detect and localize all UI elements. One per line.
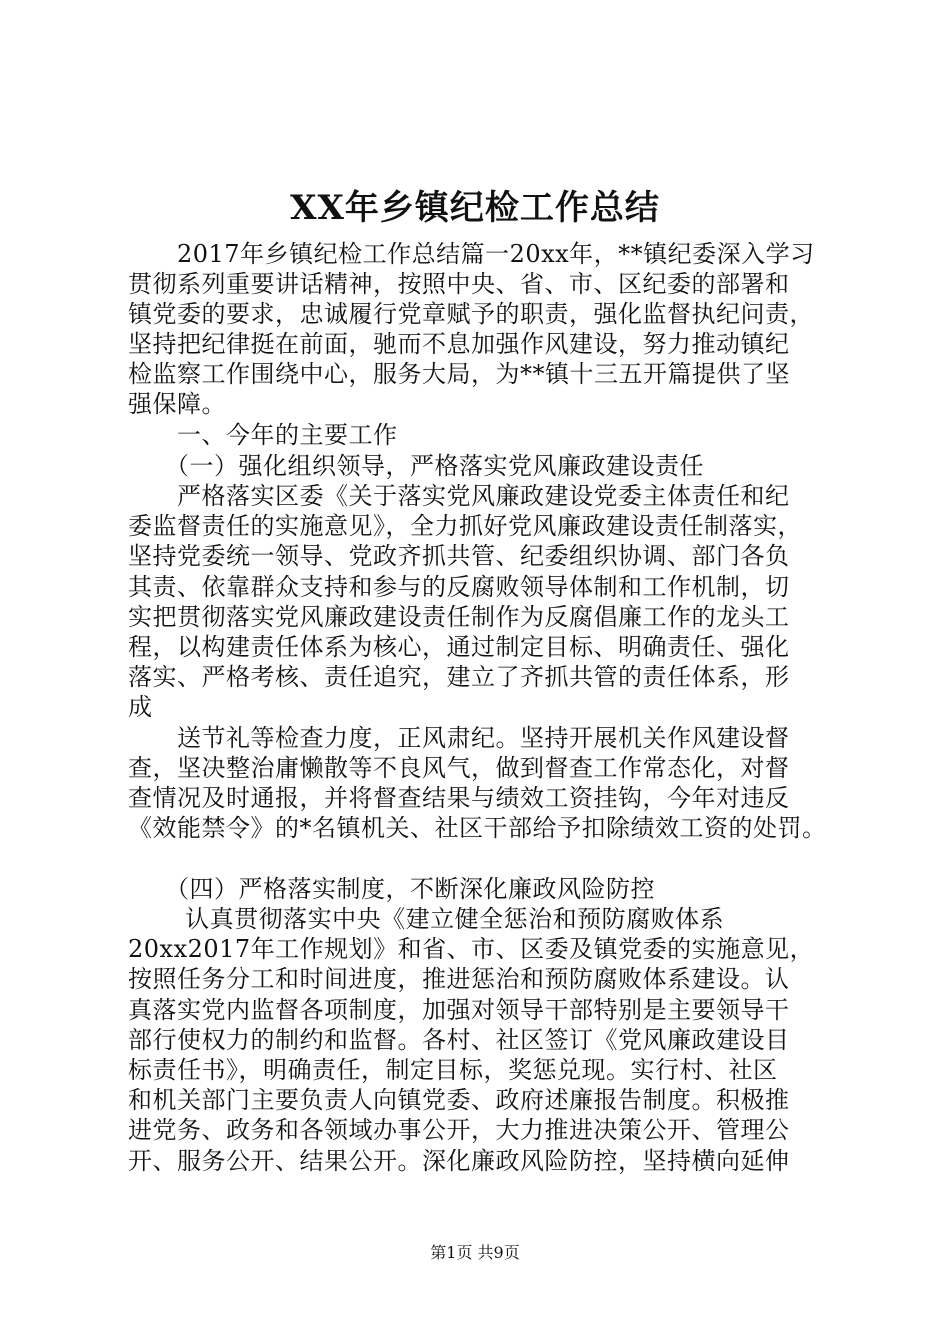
text-line: 部行使权力的制约和监督。各村、社区签订《党风廉政建设目	[128, 1026, 790, 1054]
text-line: 坚持党委统一领导、党政齐抓共管、纪委组织协调、部门各负	[128, 542, 790, 570]
text-line: 落实、严格考核、责任追究，建立了齐抓共管的责任体系，形	[128, 663, 790, 691]
text-line: 坚持把纪律挺在前面，驰而不息加强作风建设，努力推动镇纪	[128, 330, 790, 358]
subsection-heading: （一）强化组织领导，严格落实党风廉政建设责任	[128, 452, 704, 480]
text-line: 按照任务分工和时间进度，推进惩治和预防腐败体系建设。认	[128, 965, 790, 993]
text-line: 其责、依靠群众支持和参与的反腐败领导体制和工作机制，切	[128, 573, 790, 601]
text-line: 查情况及时通报，并将督查结果与绩效工资挂钩，今年对违反	[128, 784, 790, 812]
text-line: 2017年乡镇纪检工作总结篇一20xx年，**镇纪委深入学习	[128, 240, 815, 268]
text-line: 贯彻系列重要讲话精神，按照中央、省、市、区纪委的部署和	[128, 270, 790, 298]
text-line: 程，以构建责任体系为核心，通过制定目标、明确责任、强化	[128, 633, 790, 661]
text-line: 《效能禁令》的*名镇机关、社区干部给予扣除绩效工资的处罚。	[128, 814, 827, 842]
section-heading: 一、今年的主要工作	[128, 421, 398, 449]
text-line: 查，坚决整治庸懒散等不良风气，做到督查工作常态化，对督	[128, 754, 790, 782]
text-line: 和机关部门主要负责人向镇党委、政府述廉报告制度。积极推	[128, 1086, 790, 1114]
text-line: 真落实党内监督各项制度，加强对领导干部特别是主要领导干	[128, 996, 790, 1024]
text-line: 检监察工作围绕中心，服务大局，为**镇十三五开篇提供了坚	[128, 360, 790, 388]
text-line: 成	[128, 693, 153, 721]
text-line: 20xx2017年工作规划》和省、市、区委及镇党委的实施意见，	[128, 935, 815, 963]
page-number-footer: 第1页 共9页	[430, 1243, 520, 1262]
text-line: 认真贯彻落实中央《建立健全惩治和预防腐败体系	[128, 905, 725, 933]
text-line: 开、服务公开、结果公开。深化廉政风险防控，坚持横向延伸	[128, 1147, 790, 1175]
text-line: 标责任书》，明确责任，制定目标，奖惩兑现。实行村、社区	[128, 1056, 778, 1084]
text-line: 委监督责任的实施意见》，全力抓好党风廉政建设责任制落实，	[128, 512, 802, 540]
subsection-heading: （四）严格落实制度，不断深化廉政风险防控	[128, 875, 655, 903]
text-line: 送节礼等检查力度，正风肃纪。坚持开展机关作风建设督	[128, 724, 790, 752]
document-title: XX年乡镇纪检工作总结	[290, 188, 660, 228]
text-line: 实把贯彻落实党风廉政建设责任制作为反腐倡廉工作的龙头工	[128, 603, 790, 631]
text-line: 严格落实区委《关于落实党风廉政建设党委主体责任和纪	[128, 482, 790, 510]
text-line: 镇党委的要求，忠诚履行党章赋予的职责，强化监督执纪问责，	[128, 300, 814, 328]
text-line: 进党务、政务和各领域办事公开，大力推进决策公开、管理公	[128, 1116, 790, 1144]
text-line: 强保障。	[128, 390, 226, 418]
